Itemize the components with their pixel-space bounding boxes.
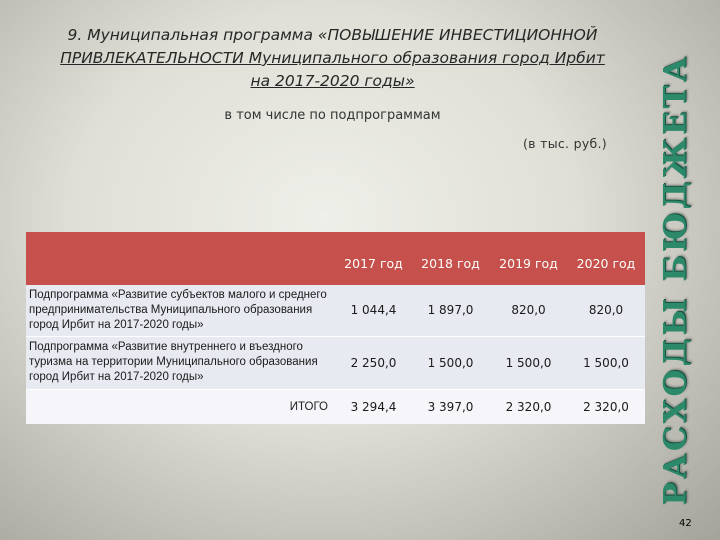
cell-2018: 1 897,0 [427,303,474,318]
cell-2019: 820,0 [511,303,546,318]
cell-2019: 1 500,0 [490,336,567,389]
page-title [25,24,640,93]
header-2018: 2018 год [421,256,480,271]
header-name [26,232,336,285]
budget-table [26,232,645,424]
table-total-row [26,389,645,424]
side-label [648,40,703,520]
cell-2018: 1 500,0 [411,336,490,389]
table-header-row [26,232,645,285]
subtitle: в том числе по подпрограммам [224,108,441,123]
total-2019: 2 320,0 [490,389,567,424]
header-2020: 2020 год [576,256,636,271]
header-2019: 2019 год [499,256,558,271]
total-2018: 3 397,0 [411,389,490,424]
side-label-text: РАСХОДЫ БЮДЖЕТА [657,54,694,506]
cell-2020: 1 500,0 [567,336,645,389]
page-number: 42 [679,518,692,529]
table-row [26,285,645,336]
row-name: Подпрограмма «Развитие субъектов малого и среднего предпринимательства Муниципального образования город Ирбит на 2017-2020 годы» [29,288,327,331]
cell-2017: 2 250,0 [336,336,411,389]
title-line-2: ПРИВЛЕКАТЕЛЬНОСТИ Муниципального образования город Ирбит [60,49,605,67]
total-2017: 3 294,4 [336,389,411,424]
cell-2017: 1 044,4 [350,303,397,318]
header-2017: 2017 год [344,256,403,271]
total-label: ИТОГО [26,389,336,424]
title-line-1: 9. Муниципальная программа «ПОВЫШЕНИЕ ИНВЕСТИЦИОННОЙ [67,26,598,44]
title-line-3: на 2017-2020 годы» [250,72,415,90]
row-name: Подпрограмма «Развитие внутреннего и въездного туризма на территории Муниципального образования город Ирбит на 2017-2020 годы» [26,336,336,389]
cell-2020: 820,0 [588,303,624,318]
table-row [26,336,645,389]
total-2020: 2 320,0 [567,389,645,424]
units-note: (в тыс. руб.) [523,136,607,151]
